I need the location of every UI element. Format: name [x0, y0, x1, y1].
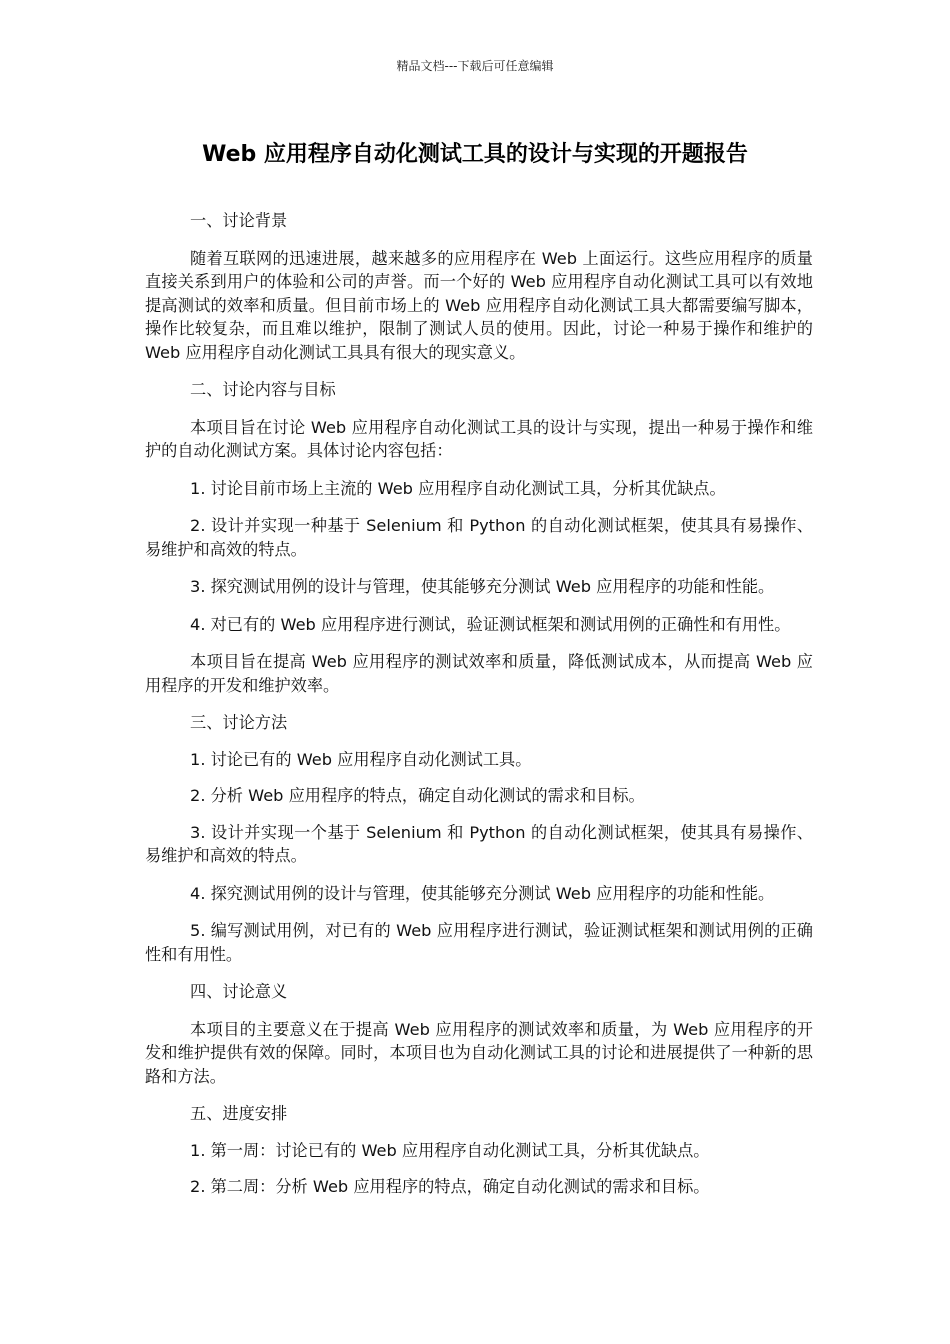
method-item-5: 5. 编写测试用例，对已有的 Web 应用程序进行测试，验证测试框架和测试用例的正确性和有用性。 [145, 921, 813, 964]
content-item-1: 1. 讨论目前市场上主流的 Web 应用程序自动化测试工具，分析其优缺点。 [190, 478, 726, 498]
section-heading-methods: 三、讨论方法 [190, 713, 288, 732]
section-heading-background: 一、讨论背景 [190, 211, 288, 230]
paragraph-content-summary: 本项目旨在提高 Web 应用程序的测试效率和质量，降低测试成本，从而提高 Web 应用程序的开发和维护效率。 [145, 652, 813, 695]
content-item-4: 4. 对已有的 Web 应用程序进行测试，验证测试框架和测试用例的正确性和有用性。 [190, 614, 791, 634]
method-item-1: 1. 讨论已有的 Web 应用程序自动化测试工具。 [190, 749, 532, 769]
method-item-4: 4. 探究测试用例的设计与管理，使其能够充分测试 Web 应用程序的功能和性能。 [190, 883, 775, 903]
header-note: 精品文档---下载后可任意编辑 [396, 59, 554, 73]
content-item-2: 2. 设计并实现一种基于 Selenium 和 Python 的自动化测试框架，使其具有易操作、易维护和高效的特点。 [145, 516, 813, 559]
document-title: Web 应用程序自动化测试工具的设计与实现的开题报告 [202, 142, 748, 167]
section-heading-content-goals: 二、讨论内容与目标 [190, 380, 336, 399]
document-body [145, 209, 813, 1212]
schedule-item-2: 2. 第二周：分析 Web 应用程序的特点，确定自动化测试的需求和目标。 [190, 1177, 710, 1196]
schedule-item-1: 1. 第一周：讨论已有的 Web 应用程序自动化测试工具，分析其优缺点。 [190, 1140, 710, 1160]
paragraph-background: 随着互联网的迅速进展，越来越多的应用程序在 Web 上面运行。这些应用程序的质量直接关系到用户的体验和公司的声誉。而一个好的 Web 应用程序自动化测试工具可以有效地提高测试的效率和质量。但目前市场上的 Web 应用程序自动化测试工具大都需要编写脚本，操作比较复杂，而且难以维护，限制了测试人员的使用。因此，讨论一种易于操作和维护的 Web 应用程序自动化测试工具具有很大的现实意义。 [145, 248, 813, 362]
section-heading-schedule: 五、进度安排 [190, 1104, 288, 1123]
method-item-2: 2. 分析 Web 应用程序的特点，确定自动化测试的需求和目标。 [190, 786, 645, 805]
paragraph-content-intro: 本项目旨在讨论 Web 应用程序自动化测试工具的设计与实现，提出一种易于操作和维护的自动化测试方案。具体讨论内容包括： [145, 417, 813, 460]
content-item-3: 3. 探究测试用例的设计与管理，使其能够充分测试 Web 应用程序的功能和性能。 [190, 577, 775, 596]
method-item-3: 3. 设计并实现一个基于 Selenium 和 Python 的自动化测试框架，使其具有易操作、易维护和高效的特点。 [145, 822, 813, 865]
paragraph-significance: 本项目的主要意义在于提高 Web 应用程序的测试效率和质量，为 Web 应用程序的开发和维护提供有效的保障。同时，本项目也为自动化测试工具的讨论和进展提供了一种新的思路和方法。 [145, 1019, 813, 1086]
section-heading-significance: 四、讨论意义 [190, 982, 288, 1001]
